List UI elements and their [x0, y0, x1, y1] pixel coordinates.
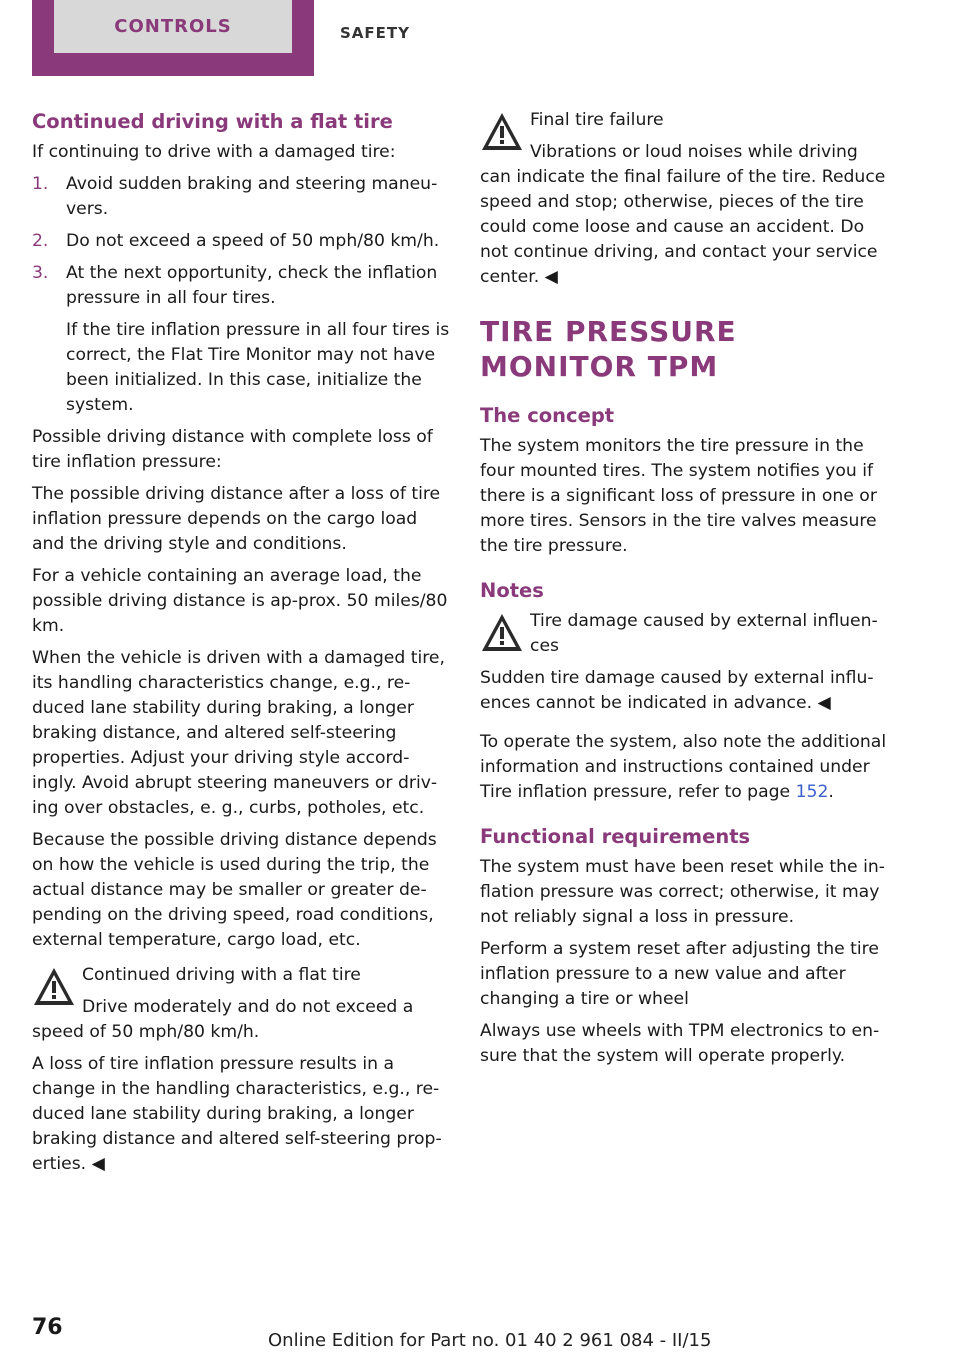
notes-text: To operate the system, also note the additional information and instructions contained under Tire inflation pressure, refer to page [480, 732, 887, 802]
step-subtext: If the tire inflation pressure in all four tires is correct, the Flat Tire Monitor may not have been initialized. In this case, initialize the system. [66, 320, 450, 415]
right-column [480, 108, 894, 1076]
warning-triangle-icon [32, 965, 76, 1009]
warning-text: speed of 50 mph/80 km/h. [32, 1022, 260, 1042]
tab-controls[interactable] [32, 0, 314, 76]
paragraph: For a vehicle containing an average load, the possible driving distance is ap‐prox. 50 miles/80 km. [32, 566, 448, 636]
step-text: Avoid sudden braking and steering maneu‐vers. [66, 174, 438, 219]
warning-text: A loss of tire inflation pressure results in a change in the handling characteristics, e.g., re‐duced lane stability during braking, a longer braking distance and altered self-steering prop‐erties. ◀ [32, 1054, 442, 1174]
warning-title: Continued driving with a flat tire [82, 965, 361, 985]
steps-list [32, 172, 450, 418]
list-item [32, 172, 450, 222]
warning-box [480, 108, 894, 290]
edition-footer: Online Edition for Part no. 01 40 2 961 084 - II/15 [268, 1330, 712, 1351]
warning-box [480, 609, 894, 716]
warning-line: Vibrations or loud noises while driving [530, 142, 858, 162]
paragraph: The system monitors the tire pressure in the four mounted tires. The system notifies you if there is a significant loss of pressure in one or more tires. Sensors in the tire valves measure the tire pressure. [480, 436, 877, 556]
step-text: Do not exceed a speed of 50 mph/80 km/h. [66, 231, 440, 251]
step-text: At the next opportunity, check the inflation pressure in all four tires. [66, 263, 438, 308]
paragraph [480, 730, 894, 805]
warning-triangle-icon [480, 110, 524, 154]
paragraph: Because the possible driving distance depends on how the vehicle is used during the trip, the actual distance may be smaller or greater de‐pending on the driving speed, road conditions, external temperature, cargo load, etc. [32, 830, 437, 950]
paragraph: The possible driving distance after a loss of tire inflation pressure depends on the cargo load and the driving style and conditions. [32, 484, 441, 554]
intro-text: If continuing to drive with a damaged tire: [32, 142, 396, 162]
step-number: 3. [32, 263, 49, 283]
paragraph: Perform a system reset after adjusting the tire inflation pressure to a new value and after changing a tire or wheel [480, 939, 879, 1009]
heading-requirements: Functional requirements [480, 825, 751, 848]
step-number: 2. [32, 231, 49, 251]
tab-controls-label: CONTROLS [54, 0, 292, 53]
warning-box [32, 963, 450, 1177]
warning-triangle-icon [480, 611, 524, 655]
warning-text: can indicate the final failure of the tire. Reduce speed and stop; otherwise, pieces of the tire could come loose and cause an accident. Do not continue driving, and contact your service center. ◀ [480, 167, 886, 287]
warning-title: Tire damage caused by external influen‐ces [530, 611, 878, 656]
step-number: 1. [32, 174, 49, 194]
list-item [32, 229, 450, 254]
header-tabs [0, 0, 960, 78]
list-item [32, 261, 450, 418]
heading-flat-tire: Continued driving with a flat tire [32, 110, 393, 133]
page-link[interactable]: 152 [795, 782, 829, 802]
page-number: 76 [32, 1315, 63, 1340]
notes-end: . [828, 782, 834, 802]
warning-title: Final tire failure [530, 110, 664, 130]
paragraph: Always use wheels with TPM electronics to en‐sure that the system will operate properly. [480, 1021, 880, 1066]
paragraph: When the vehicle is driven with a damaged tire, its handling characteristics change, e.g., re‐duced lane stability during braking, a longer braking distance, and altered self-steering properties. Adjust your driving style accord‐ingly. Avoid abrupt steering maneuvers or driv‐ing over obstacles, e. g., curbs, potholes, etc. [32, 648, 445, 818]
paragraph: Possible driving distance with complete loss of tire inflation pressure: [32, 427, 433, 472]
left-column [32, 108, 450, 1184]
tab-safety[interactable]: SAFETY [340, 24, 410, 42]
warning-text: Sudden tire damage caused by external influ‐ences cannot be indicated in advance. ◀ [480, 668, 874, 713]
warning-line: Drive moderately and do not exceed a [82, 997, 414, 1017]
paragraph: The system must have been reset while the in‐flation pressure was correct; otherwise, it may not reliably signal a loss in pressure. [480, 857, 885, 927]
heading-tpm: TIRE PRESSURE MONITOR TPM [480, 315, 737, 383]
heading-concept: The concept [480, 404, 615, 427]
heading-notes: Notes [480, 579, 544, 602]
